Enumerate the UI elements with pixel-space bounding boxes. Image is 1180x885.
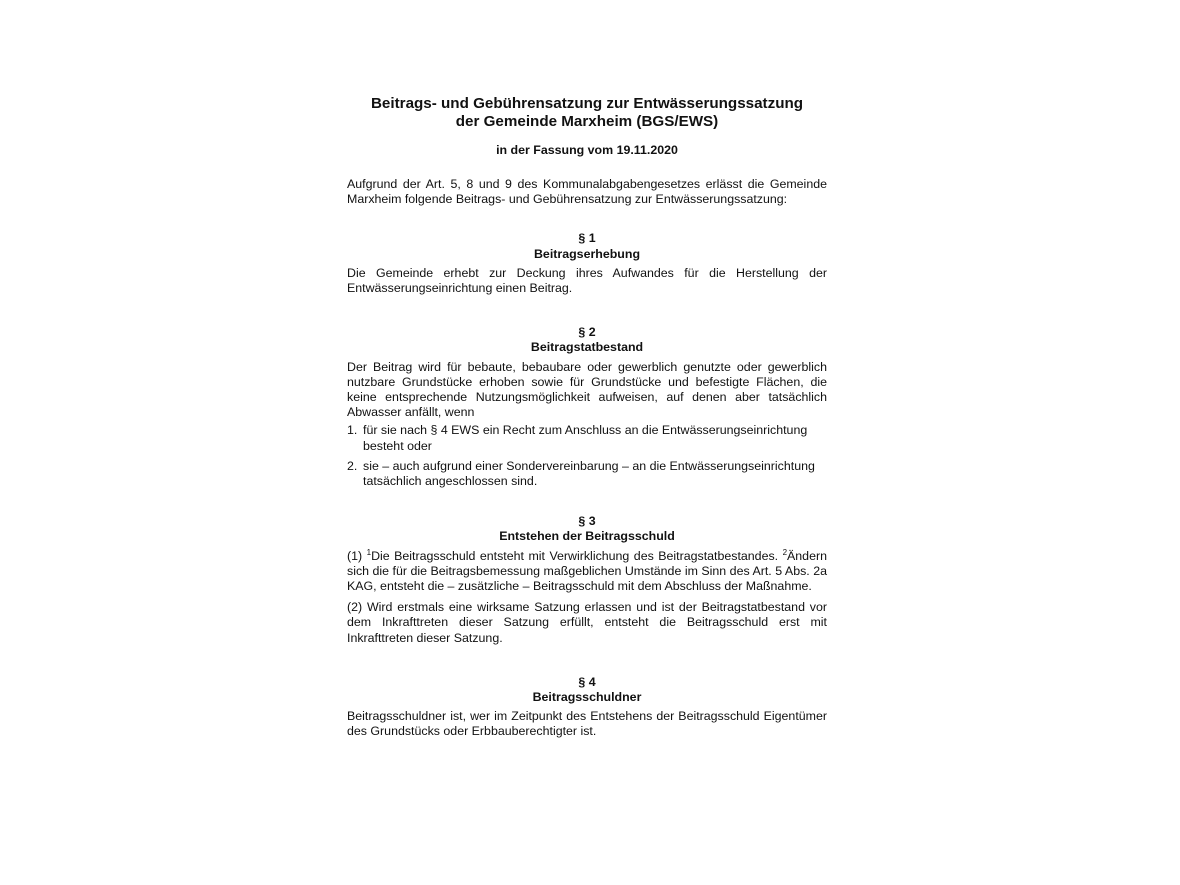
sentence-marker-2: 2 xyxy=(782,547,788,557)
section-heading: Beitragstatbestand xyxy=(530,340,644,355)
title-line-2: der Gemeinde Marxheim (BGS/EWS) xyxy=(455,113,719,130)
paragraph: Der Beitrag wird für bebaute, bebaubare oder gewerblich genutzte oder gewerblich nutzbare Grundstücke erhoben sowie für Grundstücke und befestigte Flächen, die keine entsprechende Nutzungsmöglichkeit aufweisen, auf denen aber tatsächlich Abwasser anfällt, wenn xyxy=(347,359,827,420)
section-heading: Entstehen der Beitragsschuld xyxy=(499,529,675,544)
paragraph-2: (2) Wird erstmals eine wirksame Satzung erlassen und ist der Beitragstatbestand vor dem Inkrafttreten dieser Satzung erfüllt, entsteht die Beitragsschuld erst mit Inkrafttreten dieser Satzung. xyxy=(347,600,827,645)
section-1 xyxy=(347,231,827,296)
section-3 xyxy=(347,514,827,646)
preamble: Aufgrund der Art. 5, 8 und 9 des Kommunalabgabengesetzes erlässt die Gemeinde Marxheim folgende Beitrags- und Gebührensatzung zur Entwässerungssatzung: xyxy=(347,177,827,207)
sentence-2: Ändern sich die für die Beitragsbemessung maßgeblichen Umstände im Sinn des Art. 5 Abs. 2a KAG, entsteht die – zusätzliche – Beitragsschuld mit dem Abschluss der Maßnahme. xyxy=(347,548,827,594)
section-body xyxy=(347,266,827,296)
section-heading: Beitragsschuldner xyxy=(532,690,642,705)
document-title xyxy=(347,95,827,131)
paragraph-prefix: (1) xyxy=(347,548,367,563)
sentence-marker-1: 1 xyxy=(366,547,372,557)
title-line-1: Beitrags- und Gebührensatzung zur Entwässerungssatzung xyxy=(370,95,804,112)
document-subtitle: in der Fassung vom 19.11.2020 xyxy=(496,143,678,157)
list-item-text: für sie nach § 4 EWS ein Recht zum Anschluss an die Entwässerungseinrichtung besteht oder xyxy=(363,423,808,453)
paragraph: Die Gemeinde erhebt zur Deckung ihres Aufwandes für die Herstellung der Entwässerungseinrichtung einen Beitrag. xyxy=(347,265,827,296)
section-body xyxy=(347,360,827,490)
section-2 xyxy=(347,325,827,489)
section-body xyxy=(347,709,827,739)
sentence-1: Die Beitragsschuld entsteht mit Verwirklichung des Beitragstatbestandes. xyxy=(371,548,783,563)
list-item-number: 1. xyxy=(347,423,358,438)
section-body xyxy=(347,549,827,646)
section-heading: Beitragserhebung xyxy=(533,246,641,261)
paragraph: Beitragsschuldner ist, wer im Zeitpunkt des Entstehens der Beitragsschuld Eigentümer des Grundstücks oder Erbbauberechtigter ist. xyxy=(347,709,827,739)
section-4 xyxy=(347,675,827,740)
section-number: § 3 xyxy=(578,514,596,529)
document-page xyxy=(347,95,827,740)
section-number: § 4 xyxy=(578,674,596,689)
enumerated-list xyxy=(347,423,827,489)
list-item xyxy=(347,459,827,489)
section-number: § 1 xyxy=(578,231,596,246)
list-item-text: sie – auch aufgrund einer Sondervereinbarung – an die Entwässerungseinrichtung tatsächlich angeschlossen sind. xyxy=(363,458,815,489)
list-item xyxy=(347,423,827,453)
paragraph-1 xyxy=(347,549,827,595)
list-item-number: 2. xyxy=(347,458,358,473)
section-number: § 2 xyxy=(578,325,596,340)
